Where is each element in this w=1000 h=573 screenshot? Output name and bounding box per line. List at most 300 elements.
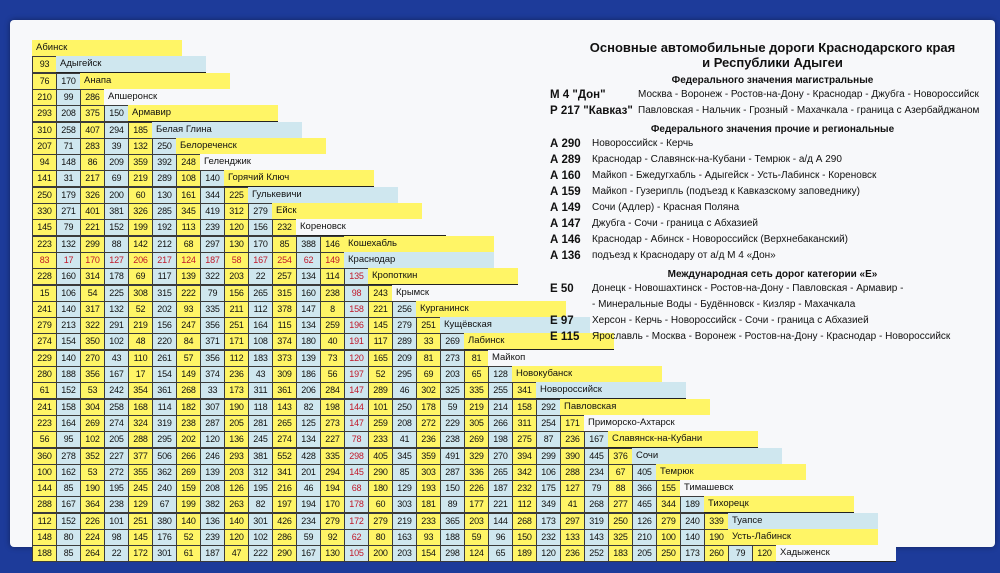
city-label: Тихорецк — [704, 496, 854, 513]
distance-cell: 250 — [152, 138, 177, 155]
road-route: Донецк - Новошахтинск - Ростов-на-Дону - Павловская - Армавир - — [592, 283, 904, 294]
distance-cell: 87 — [536, 431, 561, 448]
distance-cell: 401 — [80, 203, 105, 220]
distance-cell: 203 — [440, 366, 465, 383]
distance-cell: 295 — [392, 366, 417, 383]
road-route: Майкоп - Бжедугхабль - Адыгейск - Усть-Лабинск - Кореновск — [592, 170, 877, 181]
road-entry — [550, 232, 995, 248]
distance-cell: 85 — [56, 480, 81, 497]
distance-cell: 344 — [656, 496, 681, 513]
distance-cell: 140 — [56, 350, 81, 367]
distance-cell: 161 — [176, 187, 201, 204]
city-label: Тимашевск — [680, 480, 830, 497]
distance-cell: 236 — [560, 545, 585, 562]
distance-cell: 250 — [392, 399, 417, 416]
distance-cell: 192 — [152, 219, 177, 236]
distance-cell: 342 — [512, 464, 537, 481]
distance-cell: 345 — [392, 448, 417, 465]
distance-cell: 167 — [56, 496, 81, 513]
city-label: Геленджик — [200, 154, 350, 171]
distance-cell: 142 — [128, 236, 153, 253]
distance-cell: 258 — [104, 399, 129, 416]
distance-cell: 156 — [248, 219, 273, 236]
distance-cell: 8 — [320, 301, 345, 318]
road-sections — [550, 74, 995, 345]
distance-cell: 325 — [608, 529, 633, 546]
distance-cell: 181 — [416, 496, 441, 513]
road-entry — [550, 281, 995, 297]
road-code: А 289 — [550, 154, 581, 166]
distance-cell: 294 — [320, 464, 345, 481]
distance-cell: 173 — [680, 545, 705, 562]
distance-cell: 43 — [248, 366, 273, 383]
distance-cell: 374 — [272, 333, 297, 350]
road-code: Р 217 "Кавказ" — [550, 105, 633, 117]
distance-cell: 17 — [56, 252, 81, 269]
distance-cell: 312 — [224, 203, 249, 220]
distance-cell: 426 — [272, 513, 297, 530]
distance-cell: 229 — [440, 415, 465, 432]
distance-cell: 381 — [248, 448, 273, 465]
distance-cell: 95 — [56, 431, 81, 448]
distance-cell: 257 — [272, 268, 297, 285]
distance-cell: 149 — [176, 366, 201, 383]
distance-cell: 289 — [152, 170, 177, 187]
distance-cell: 145 — [368, 317, 393, 334]
city-label: Белореченск — [176, 138, 326, 155]
distance-cell: 366 — [632, 480, 657, 497]
distance-cell: 135 — [344, 268, 369, 285]
distance-cell: 56 — [32, 431, 57, 448]
distance-cell: 288 — [32, 496, 57, 513]
distance-cell: 170 — [320, 496, 345, 513]
distance-cell: 163 — [392, 529, 417, 546]
distance-cell: 88 — [104, 236, 129, 253]
road-entry — [550, 87, 995, 103]
distance-cell: 112 — [248, 301, 273, 318]
distance-cell: 288 — [560, 464, 585, 481]
distance-cell: 61 — [32, 382, 57, 399]
distance-cell: 81 — [416, 350, 441, 367]
table-row — [32, 513, 878, 530]
distance-cell: 203 — [464, 513, 489, 530]
distance-cell: 280 — [32, 366, 57, 383]
distance-cell: 221 — [488, 496, 513, 513]
distance-cell: 112 — [512, 496, 537, 513]
page-title — [550, 40, 995, 70]
distance-cell: 345 — [176, 203, 201, 220]
distance-cell: 170 — [56, 73, 81, 90]
distance-cell: 245 — [248, 431, 273, 448]
road-code — [550, 297, 592, 313]
city-label: Краснодар — [344, 252, 494, 269]
distance-cell: 136 — [200, 513, 225, 530]
road-route: Джубга - Сочи - граница с Абхазией — [592, 218, 758, 229]
distance-cell: 311 — [512, 415, 537, 432]
distance-cell: 219 — [464, 399, 489, 416]
distance-cell: 335 — [464, 382, 489, 399]
distance-cell: 326 — [80, 187, 105, 204]
table-row — [32, 73, 230, 90]
distance-cell: 263 — [224, 496, 249, 513]
distance-cell: 209 — [392, 350, 417, 367]
distance-cell: 160 — [56, 268, 81, 285]
distance-cell: 240 — [680, 513, 705, 530]
distance-cell: 167 — [584, 431, 609, 448]
distance-cell: 89 — [440, 496, 465, 513]
distance-cell: 226 — [80, 513, 105, 530]
distance-cell: 236 — [224, 366, 249, 383]
distance-cell: 82 — [296, 399, 321, 416]
distance-cell: 233 — [368, 431, 393, 448]
distance-cell: 79 — [56, 219, 81, 236]
distance-cell: 287 — [200, 415, 225, 432]
distance-cell: 238 — [104, 496, 129, 513]
distance-cell: 250 — [656, 545, 681, 562]
distance-cell: 85 — [272, 236, 297, 253]
city-label: Курганинск — [416, 301, 566, 318]
distance-cell: 94 — [32, 154, 57, 171]
distance-cell: 147 — [344, 415, 369, 432]
distance-cell: 59 — [464, 529, 489, 546]
distance-cell: 180 — [296, 333, 321, 350]
distance-cell: 71 — [56, 138, 81, 155]
table-row — [32, 301, 566, 318]
city-label: Кущёвская — [440, 317, 590, 334]
distance-cell: 234 — [296, 513, 321, 530]
distance-cell: 112 — [224, 350, 249, 367]
distance-cell: 167 — [296, 545, 321, 562]
distance-cell: 133 — [560, 529, 585, 546]
distance-cell: 216 — [272, 480, 297, 497]
table-row — [32, 464, 806, 481]
distance-cell: 301 — [152, 545, 177, 562]
distance-cell: 152 — [56, 513, 81, 530]
city-label: Кошехабль — [344, 236, 494, 253]
road-entry — [550, 184, 995, 200]
distance-cell: 84 — [176, 333, 201, 350]
road-route: Майкоп - Гузерипль (подъезд к Кавказскому заповеднику) — [592, 186, 860, 197]
distance-cell: 326 — [128, 203, 153, 220]
title-line-1: Основные автомобильные дороги Краснодарского края — [589, 40, 956, 55]
distance-cell: 291 — [104, 317, 129, 334]
distance-cell: 102 — [248, 529, 273, 546]
distance-cell: 134 — [296, 431, 321, 448]
distance-cell: 227 — [320, 431, 345, 448]
road-entry — [550, 168, 995, 184]
distance-cell: 140 — [56, 301, 81, 318]
distance-cell: 223 — [32, 236, 57, 253]
city-label: Приморско-Ахтарск — [584, 415, 734, 432]
road-entry — [550, 152, 995, 168]
distance-cell: 309 — [272, 366, 297, 383]
distance-cell: 279 — [320, 513, 345, 530]
distance-cell: 125 — [296, 415, 321, 432]
distance-cell: 319 — [152, 415, 177, 432]
distance-cell: 190 — [80, 480, 105, 497]
distance-cell: 48 — [128, 333, 153, 350]
distance-cell: 130 — [224, 236, 249, 253]
distance-cell: 202 — [152, 301, 177, 318]
distance-cell: 217 — [152, 252, 177, 269]
distance-cell: 31 — [56, 170, 81, 187]
distance-cell: 236 — [560, 431, 585, 448]
distance-cell: 139 — [296, 350, 321, 367]
distance-cell: 222 — [248, 545, 273, 562]
distance-cell: 59 — [296, 529, 321, 546]
distance-cell: 356 — [200, 317, 225, 334]
road-code: А 159 — [550, 186, 581, 198]
distance-cell: 80 — [368, 529, 393, 546]
distance-cell: 79 — [728, 545, 753, 562]
distance-cell: 132 — [56, 236, 81, 253]
distance-cell: 339 — [704, 513, 729, 530]
distance-cell: 100 — [32, 464, 57, 481]
city-label: Лабинск — [464, 333, 614, 350]
distance-cell: 60 — [368, 496, 393, 513]
city-label: Усть-Лабинск — [728, 529, 878, 546]
distance-cell: 62 — [296, 252, 321, 269]
distance-cell: 225 — [224, 187, 249, 204]
distance-cell: 336 — [464, 464, 489, 481]
distance-cell: 205 — [224, 415, 249, 432]
distance-cell: 293 — [32, 105, 57, 122]
distance-cell: 374 — [200, 366, 225, 383]
distance-cell: 134 — [296, 317, 321, 334]
distance-cell: 65 — [488, 545, 513, 562]
distance-cell: 145 — [32, 219, 57, 236]
distance-cell: 134 — [296, 268, 321, 285]
distance-cell: 226 — [464, 480, 489, 497]
distance-cell: 250 — [608, 513, 633, 530]
distance-cell: 143 — [272, 399, 297, 416]
distance-cell: 238 — [320, 285, 345, 302]
distance-cell: 295 — [152, 431, 177, 448]
distance-cell: 143 — [584, 529, 609, 546]
distance-cell: 43 — [104, 350, 129, 367]
city-label: Сочи — [632, 448, 782, 465]
distance-cell: 93 — [416, 529, 441, 546]
table-row — [32, 350, 638, 367]
distance-cell: 265 — [488, 464, 513, 481]
distance-cell: 279 — [392, 317, 417, 334]
table-row — [32, 170, 374, 187]
distance-cell: 239 — [200, 219, 225, 236]
distance-cell: 405 — [632, 464, 657, 481]
distance-cell: 315 — [152, 285, 177, 302]
distance-cell: 195 — [104, 480, 129, 497]
distance-cell: 212 — [152, 236, 177, 253]
distance-cell: 394 — [512, 448, 537, 465]
distance-cell: 376 — [608, 448, 633, 465]
distance-cell: 311 — [248, 382, 273, 399]
table-row — [32, 317, 590, 334]
distance-cell: 206 — [128, 252, 153, 269]
distance-cell: 124 — [176, 252, 201, 269]
road-code: А 136 — [550, 250, 581, 262]
distance-cell: 200 — [368, 545, 393, 562]
distance-cell: 144 — [344, 399, 369, 416]
distance-cell: 170 — [80, 252, 105, 269]
distance-cell: 158 — [512, 399, 537, 416]
distance-cell: 289 — [368, 382, 393, 399]
distance-cell: 208 — [200, 480, 225, 497]
distance-cell: 139 — [176, 268, 201, 285]
distance-cell: 110 — [128, 350, 153, 367]
distance-cell: 307 — [200, 399, 225, 416]
distance-cell: 319 — [584, 513, 609, 530]
distance-cell: 154 — [152, 366, 177, 383]
distance-cell: 164 — [56, 415, 81, 432]
distance-cell: 350 — [80, 333, 105, 350]
distance-cell: 242 — [104, 382, 129, 399]
distance-cell: 359 — [128, 154, 153, 171]
table-row — [32, 431, 758, 448]
distance-cell: 355 — [128, 464, 153, 481]
distance-cell: 105 — [344, 545, 369, 562]
distance-cell: 205 — [632, 545, 657, 562]
distance-cell: 127 — [104, 252, 129, 269]
distance-cell: 352 — [80, 448, 105, 465]
distance-cell: 286 — [80, 89, 105, 106]
distance-cell: 236 — [416, 431, 441, 448]
distance-cell: 167 — [104, 366, 129, 383]
distance-cell: 52 — [176, 529, 201, 546]
distance-cell: 171 — [224, 333, 249, 350]
distance-cell: 234 — [584, 464, 609, 481]
distance-cell: 405 — [368, 448, 393, 465]
distance-cell: 152 — [104, 219, 129, 236]
distance-cell: 185 — [128, 122, 153, 139]
title-line-2: и Республики Адыгеи — [702, 55, 843, 70]
distance-cell: 445 — [584, 448, 609, 465]
distance-cell: 341 — [272, 464, 297, 481]
distance-cell: 165 — [368, 350, 393, 367]
distance-cell: 247 — [176, 317, 201, 334]
distance-cell: 205 — [104, 431, 129, 448]
distance-cell: 129 — [392, 480, 417, 497]
distance-cell: 73 — [320, 350, 345, 367]
distance-cell: 361 — [272, 382, 297, 399]
distance-cell: 195 — [248, 480, 273, 497]
distance-cell: 108 — [176, 170, 201, 187]
distance-cell: 39 — [104, 138, 129, 155]
distance-cell: 164 — [248, 317, 273, 334]
road-entry — [550, 103, 995, 119]
distance-cell: 81 — [464, 350, 489, 367]
distance-cell: 269 — [176, 464, 201, 481]
distance-cell: 92 — [320, 529, 345, 546]
distance-cell: 269 — [440, 333, 465, 350]
distance-cell: 85 — [392, 464, 417, 481]
distance-cell: 114 — [152, 399, 177, 416]
city-label: Апшеронск — [104, 89, 254, 106]
table-row — [32, 496, 854, 513]
distance-cell: 279 — [32, 317, 57, 334]
table-row — [32, 399, 710, 416]
distance-cell: 210 — [32, 89, 57, 106]
distance-cell: 203 — [224, 268, 249, 285]
road-code: Е 97 — [550, 315, 574, 327]
distance-cell: 136 — [224, 431, 249, 448]
distance-cell: 147 — [296, 301, 321, 318]
distance-cell: 171 — [560, 415, 585, 432]
distance-cell: 213 — [56, 317, 81, 334]
distance-cell: 277 — [608, 496, 633, 513]
city-label: Анапа — [80, 73, 230, 90]
distance-cell: 56 — [320, 366, 345, 383]
distance-cell: 59 — [440, 399, 465, 416]
distance-cell: 284 — [320, 382, 345, 399]
road-route: Херсон - Керчь - Новороссийск - Сочи - граница с Абхазией — [592, 315, 869, 326]
road-route: Ярославль - Москва - Воронеж - Ростов-на-Дону - Краснодар - Новороссийск — [592, 331, 951, 342]
roads-legend — [550, 40, 995, 345]
distance-cell: 145 — [128, 529, 153, 546]
distance-cell: 159 — [176, 480, 201, 497]
distance-cell: 188 — [440, 529, 465, 546]
distance-cell: 375 — [80, 105, 105, 122]
road-entry — [550, 329, 995, 345]
distance-cell: 52 — [128, 301, 153, 318]
distance-cell: 173 — [224, 382, 249, 399]
city-label: Новокубанск — [512, 366, 662, 383]
road-route: Новороссийск - Керчь — [592, 138, 694, 149]
distance-cell: 148 — [32, 529, 57, 546]
distance-cell: 178 — [344, 496, 369, 513]
distance-cell: 361 — [152, 382, 177, 399]
distance-cell: 288 — [128, 431, 153, 448]
distance-cell: 293 — [224, 448, 249, 465]
distance-cell: 158 — [56, 399, 81, 416]
distance-cell: 290 — [272, 545, 297, 562]
road-code: А 160 — [550, 170, 581, 182]
road-entry — [550, 216, 995, 232]
distance-cell: 380 — [152, 513, 177, 530]
distance-cell: 150 — [440, 480, 465, 497]
table-row — [32, 187, 398, 204]
distance-cell: 317 — [80, 301, 105, 318]
distance-cell: 224 — [80, 529, 105, 546]
distance-cell: 115 — [272, 317, 297, 334]
city-label: Абинск — [32, 40, 182, 57]
section-heading: Федерального значения прочие и региональные — [650, 124, 895, 135]
distance-cell: 225 — [104, 285, 129, 302]
road-route: Краснодар - Славянск-на-Кубани - Темрюк - а/д А 290 — [592, 154, 842, 165]
distance-cell: 100 — [656, 529, 681, 546]
distance-cell: 126 — [632, 513, 657, 530]
distance-cell: 144 — [32, 480, 57, 497]
distance-cell: 301 — [248, 513, 273, 530]
distance-cell: 272 — [104, 464, 129, 481]
distance-cell: 255 — [488, 382, 513, 399]
table-row — [32, 333, 614, 350]
distance-cell: 206 — [296, 382, 321, 399]
distance-cell: 297 — [200, 236, 225, 253]
distance-cell: 88 — [608, 480, 633, 497]
distance-cell: 302 — [416, 382, 441, 399]
distance-cell: 251 — [224, 317, 249, 334]
distance-cell: 187 — [200, 545, 225, 562]
road-entry — [550, 200, 995, 216]
distance-cell: 281 — [248, 415, 273, 432]
distance-cell: 335 — [320, 448, 345, 465]
distance-cell: 360 — [32, 448, 57, 465]
distance-cell: 248 — [176, 154, 201, 171]
distance-cell: 265 — [272, 415, 297, 432]
section-heading: Международная сеть дорог категории «Е» — [667, 269, 878, 280]
distance-cell: 196 — [344, 317, 369, 334]
distance-cell: 272 — [416, 415, 441, 432]
